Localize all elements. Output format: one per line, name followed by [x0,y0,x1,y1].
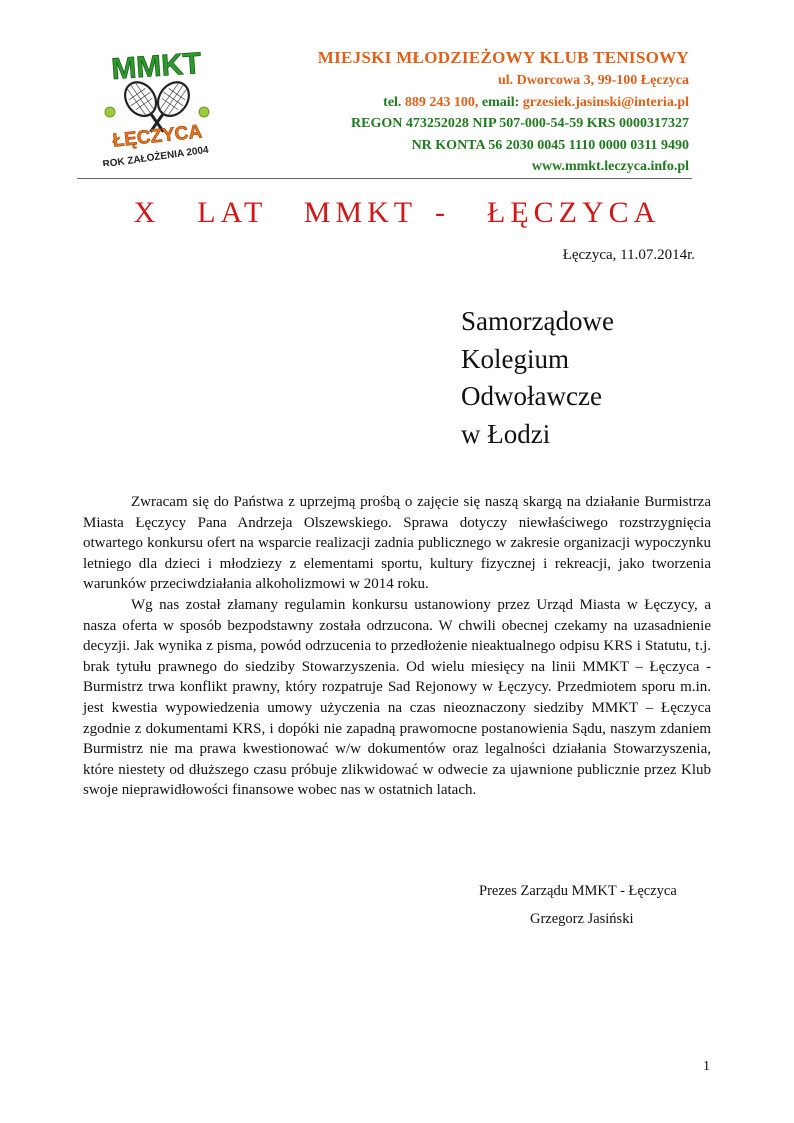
contact-line [318,92,689,114]
recipient-line: Kolegium [461,343,569,374]
email-address[interactable]: grzesiek.jasinski@interia.pl [522,94,689,110]
club-logo [82,46,232,166]
tennis-rackets-icon [82,46,232,166]
recipient-line: Odwoławcze [461,381,602,411]
body-paragraph: Zwracam się do Państwa z uprzejmą prośbą o zajęcie się naszą skargą na działanie Burmistrza Miasta Łęczycy Pana Andrzeja Olszewskiego. Sprawa dotyczy niewłaściwego rozstrzygnięcia otwartego konkursu ofert na wsparcie realizacji zadnia publicznego w zakresie organizacji wypoczynku letniego dla dzieci i młodziezy z elementami sportu, kultury fizycznej i rekreacji, jako tworzenia warunków przeciwdziałania alkoholizmowi w 2014 roku. [83,494,711,593]
regon-line: REGON 473252028 NIP 507-000-54-59 KRS 0000317327 [351,116,689,131]
club-name: MIEJSKI MŁODZIEŻOWY KLUB TENISOWY [317,48,689,67]
signature-title: Prezes Zarządu MMKT - Łęczyca [479,883,677,899]
body-paragraph: Wg nas został złamany regulamin konkursu ustanowiony przez Urząd Miasta w Łęczycy, a nasza oferta w sposób bezpodstawny została odrzucona. W chwili obecnej czekamy na uzasadnienie decyzji. Jak wynika z pisma, powód odrzucenia to przedłożenie nieaktualnego odpisu KRS i Statutu, t.j. brak tytułu prawnego do siedziby Stowarzyszenia. Od wielu miesięcy na linii MMKT – Łęczyca - Burmistrz trwa konflikt prawny, który rozpatruje Sad Rejonowy w Łęczycy. Przedmiotem sporu m.in. jest kwestia wypowiedzenia umowy użyczenia na czas nieoznaczony siedziby MMKT – Łęczyca zgodnie z dokumentami KRS, i dopóki nie zapadną prawomocne postanowienia Sądu, naszym zdaniem Burmistrz nie ma prawa kwestionować w/w dokumentów oraz legalności działania Stowarzyszenia, które niestety od dłuższego czasu próbuje zlikwidować w odwecie za ujawnione publicznie przez Klub swoje nieprawidłowości finansowe wobec nas w ostatnich latach. [83,596,711,799]
anniversary-banner: X LAT MMKT - ŁĘCZYCA [133,196,661,229]
phone-number: 889 243 100, [404,94,479,110]
page-number: 1 [703,1059,710,1074]
phone-label: tel. [383,94,402,110]
club-address: ul. Dworcowa 3, 99-100 Łęczyca [497,73,689,88]
club-header [318,46,689,178]
recipient-line: w Łodzi [461,418,551,449]
logo-main-text: MMKT [110,46,203,87]
recipient-block [461,303,614,453]
letter-body [83,492,711,801]
website-link[interactable]: www.mmkt.leczyca.info.pl [531,159,689,174]
letter-date: Łęczyca, 11.07.2014r. [562,247,695,263]
account-line: NR KONTA 56 2030 0045 1110 0000 0311 9490 [411,137,689,153]
tennis-ball-icon [199,107,209,117]
email-label: email: [481,94,520,110]
logo-city-text: ŁĘCZYCA [111,121,204,152]
recipient-line: Samorządowe [461,306,614,336]
signature-name: Grzegorz Jasiński [530,911,634,927]
header-divider [77,178,692,179]
logo-founded-text: ROK ZAŁOŻENIA 2004 [101,144,210,166]
tennis-ball-icon [105,107,115,117]
